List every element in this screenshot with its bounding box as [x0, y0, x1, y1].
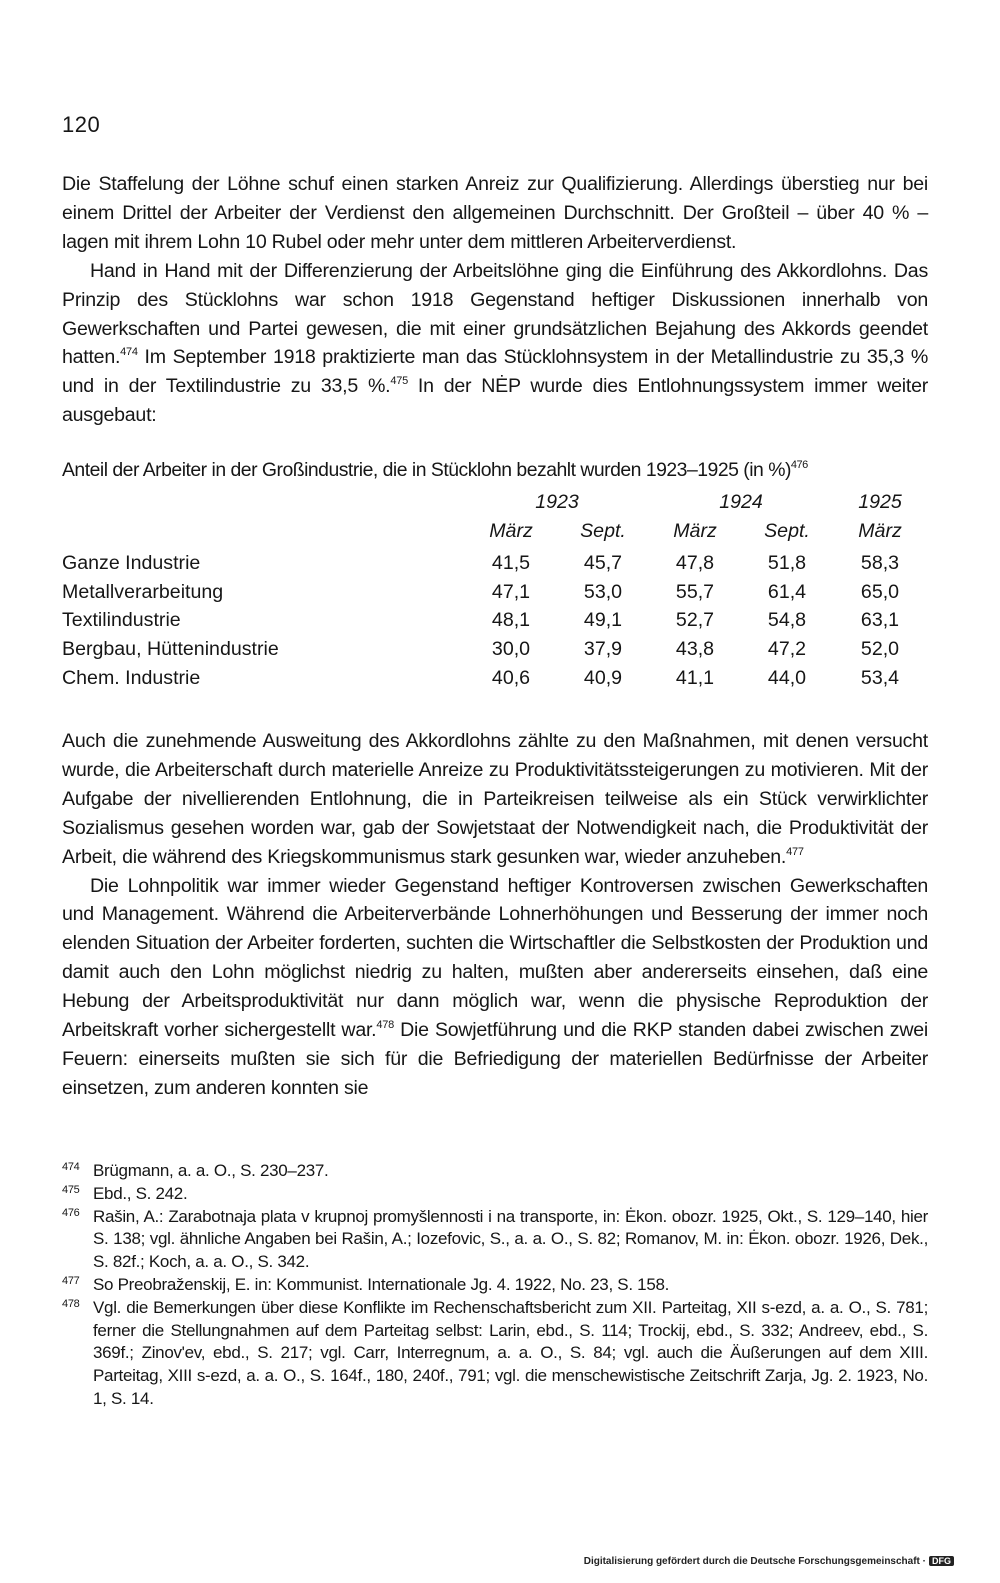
footnote-number: 475 [62, 1183, 80, 1196]
table-cell: 61,4 [767, 580, 807, 603]
paragraph [62, 257, 928, 430]
table-month-header: März [673, 519, 717, 542]
paragraph-text: Hand in Hand mit der Differenzierung der Arbeitslöhne ging die Einführung des Akkordlohns. Das Prinzip des Stücklohns war schon 1918 Gegenstand heftiger Diskussionen innerhalb von Gewerkschaften und Partei gewesen, die mit einer grundsätzlichen Bejahung des Akkords geendet hatten. [62, 259, 928, 369]
footnote-ref[interactable]: 477 [786, 845, 804, 858]
table-month-header: März [489, 519, 533, 542]
table-year-header-row [62, 491, 928, 520]
paragraph-text: Die Staffelung der Löhne schuf einen starken Anreiz zur Qualifizierung. Allerdings überstieg nur bei einem Drittel der Arbeiter der Verdienst den allgemeinen Durchschnitt. Der Großteil – über 40 % – lagen mit ihrem Lohn 10 Rubel oder mehr unter dem mittleren Arbeiterverdienst. [62, 173, 928, 253]
table-caption-footnote-ref[interactable]: 476 [790, 459, 808, 471]
footnote-text: Ebd., S. 242. [93, 1183, 188, 1203]
table-cell: 37,9 [583, 637, 623, 660]
table-cell: 53,0 [583, 580, 623, 603]
table-row [62, 667, 928, 696]
table-cell: 55,7 [675, 580, 715, 603]
paragraph [62, 170, 928, 257]
table-cell: 41,5 [491, 552, 531, 575]
table-row-label: Bergbau, Hüttenindustrie [62, 637, 279, 660]
footnote [62, 1160, 928, 1183]
table-cell: 49,1 [583, 609, 623, 632]
footnote-text: So Preobraženskij, E. in: Kommunist. Internationale Jg. 4. 1922, No. 23, S. 158. [93, 1274, 670, 1294]
table-cell: 65,0 [860, 580, 900, 603]
footnote-ref[interactable]: 474 [120, 346, 138, 359]
table-cell: 58,3 [860, 552, 900, 575]
paragraph [62, 872, 928, 1103]
footnote-ref[interactable]: 478 [376, 1019, 394, 1032]
footnote-text: Vgl. die Bemerkungen über diese Konflikte im Rechenschaftsbericht zum XII. Parteitag, XII s-ezd, a. a. O., S. 781; ferner die Stellungnahmen auf dem Parteitag selbst: Larin, ebd., S. 114; Trockij, ebd., S. 332; Andreev, ebd., S. 369f.; Zinov'ev, ebd., S. 217; vgl. Carr, Interregnum, a. a. O., S. 84; vgl. auch die Äußerungen auf dem XIII. Parteitag, XIII s-ezd, a. a. O., S. 164f., 180, 240f., 791; vgl. die menschewistische Zeitschrift Zarja, Jg. 2. 1923, No. 1, S. 14. [93, 1297, 928, 1408]
table-cell: 51,8 [767, 552, 807, 575]
table-cell: 44,0 [767, 666, 807, 689]
table-cell: 47,8 [675, 552, 715, 575]
table-cell: 43,8 [675, 637, 715, 660]
credit-text: Digitalisierung gefördert durch die Deutsche Forschungsgemeinschaft · [583, 1556, 926, 1567]
dfg-logo: DFG [929, 1556, 954, 1566]
footnote-number: 474 [62, 1161, 80, 1173]
table-row-label: Metallverarbeitung [62, 580, 224, 603]
table-cell: 45,7 [583, 552, 623, 575]
table-row-label: Textilindustrie [62, 609, 181, 632]
table-cell: 53,4 [860, 666, 900, 689]
table-month-header-row [62, 520, 928, 549]
table-month-header: Sept. [580, 519, 626, 542]
table-row [62, 581, 928, 610]
footnote [62, 1206, 928, 1274]
footnote-text: Brügmann, a. a. O., S. 230–237. [93, 1161, 329, 1180]
table-cell: 54,8 [767, 609, 807, 632]
paragraph [62, 727, 928, 872]
table-cell: 47,2 [767, 637, 807, 660]
table-year-header: 1925 [858, 491, 902, 513]
table-cell: 40,9 [583, 666, 623, 689]
table-cell: 40,6 [491, 666, 531, 689]
footnote [62, 1274, 928, 1297]
digitization-credit [584, 1556, 954, 1567]
paragraph-text: In der NĖP wurde dies Entlohnungssystem immer weiter ausgebaut: [62, 375, 928, 427]
table-year-header: 1924 [719, 491, 763, 513]
footnote-number: 476 [62, 1206, 80, 1219]
piece-wage-table [62, 491, 928, 695]
table-month-header: Sept. [764, 519, 810, 542]
table-row [62, 609, 928, 638]
page-number: 120 [62, 112, 101, 137]
table-row-label: Ganze Industrie [62, 552, 201, 575]
table-cell: 41,1 [675, 666, 715, 689]
table-row [62, 638, 928, 667]
paragraph-text: Die Sowjetführung und die RKP standen dabei zwischen zwei Feuern: einerseits mußten sie sich für die Befriedigung der materiellen Bedürfnisse der Arbeiter einsetzen, zum anderen konnten sie [62, 1019, 928, 1099]
footnote-number: 478 [62, 1297, 80, 1310]
table-caption [62, 456, 942, 484]
table-cell: 52,7 [675, 609, 715, 632]
table-cell: 63,1 [860, 609, 900, 632]
table-row [62, 552, 928, 581]
table-cell: 47,1 [491, 580, 531, 603]
table-year-header: 1923 [535, 491, 579, 513]
paragraph-text: Die Lohnpolitik war immer wieder Gegenstand heftiger Kontroversen zwischen Gewerkschaften und Management. Während die Arbeiterverbände Lohnerhöhungen und Besserung der immer noch elenden Situation der Arbeiter forderten, suchten die Wirtschaftler die Selbstkosten der Produktion und damit auch den Lohn möglichst niedrig zu halten, mußten aber andererseits einsehen, daß eine Hebung der Arbeitsproduktivität nur dann möglich war, wenn die physische Reproduktion der Arbeitskraft vorher sichergestellt war. [62, 874, 928, 1042]
body-text-bottom [62, 727, 928, 1103]
footnote-number: 477 [62, 1274, 80, 1287]
table-caption-text: Anteil der Arbeiter in der Großindustrie, die in Stücklohn bezahlt wurden 1923–1925 (in %) [62, 459, 791, 481]
table-month-header: März [858, 519, 902, 542]
footnote [62, 1183, 928, 1206]
table-cell: 30,0 [491, 637, 531, 660]
table-cell: 48,1 [491, 609, 531, 632]
paragraph-text: Auch die zunehmende Ausweitung des Akkordlohns zählte zu den Maßnahmen, mit denen versucht wurde, die Arbeiterschaft durch materielle Anreize zu Produktivitätssteigerungen zu motivieren. Mit der Aufgabe der nivellierenden Entlohnung, die in Parteikreisen teilweise als ein Stück verwirklichter Sozialismus gesehen worden war, gab der Sowjetstaat der Notwendigkeit nach, die Produktivität der Arbeit, die während des Kriegskommunismus stark gesunken war, wieder anzuheben. [62, 730, 928, 868]
footnote-text: Rašin, A.: Zarabotnaja plata v krupnoj promyšlennosti i na transporte, in: Ėkon. obozr. 1925, Okt., S. 129–140, hier S. 138; vgl. ähnliche Angaben bei Rašin, A.; Iozefovic, S., a. a. O., S. 82; Romanov, M. in: Ėkon. obozr. 1926, Dek., S. 82f.; Koch, a. a. O., S. 342. [93, 1206, 928, 1272]
footnote [62, 1297, 928, 1411]
body-text-top [62, 170, 928, 430]
table-cell: 52,0 [860, 637, 900, 660]
footnote-ref[interactable]: 475 [390, 375, 408, 388]
paragraph-text: Im September 1918 praktizierte man das Stücklohnsystem in der Metallindustrie zu 35,3 % und in der Textilindustrie zu 33,5 %. [62, 346, 928, 398]
table-row-label: Chem. Industrie [62, 666, 201, 689]
footnotes [62, 1160, 928, 1411]
